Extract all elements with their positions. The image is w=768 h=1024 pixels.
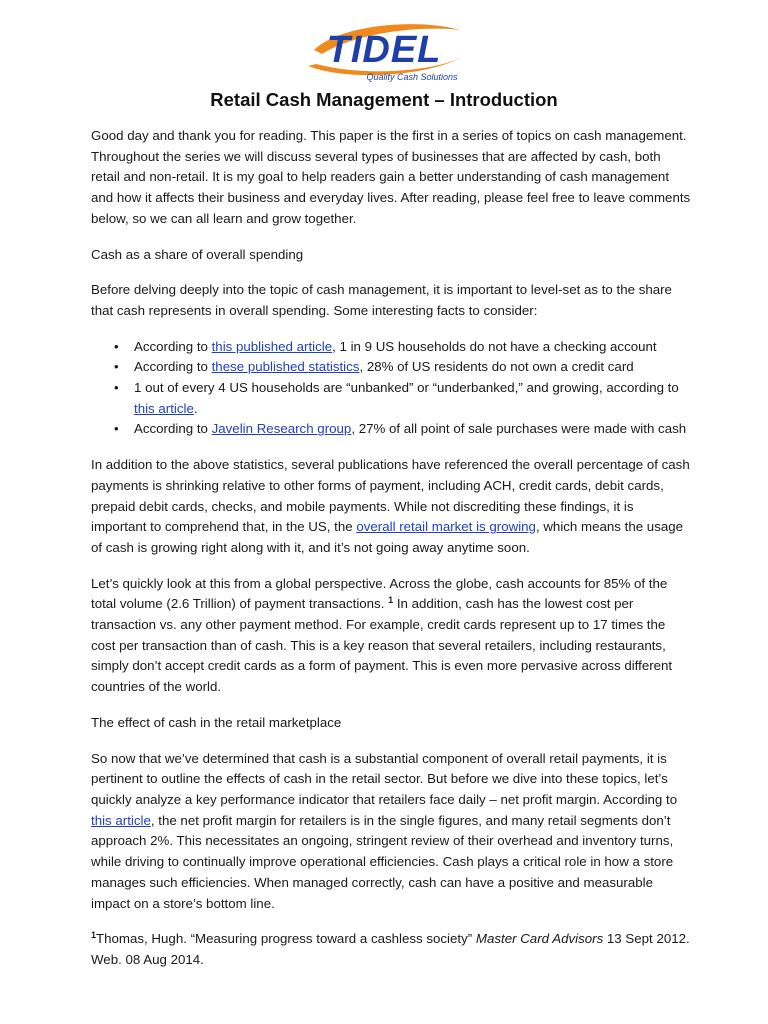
bullet-icon: • bbox=[114, 359, 119, 375]
link-this-article[interactable]: this article bbox=[134, 400, 194, 416]
link-published-article[interactable]: this published article bbox=[211, 338, 333, 354]
footnote-marker: 1 bbox=[388, 595, 394, 606]
footnote-source: Master Card Advisors bbox=[475, 931, 604, 947]
bullet-icon: • bbox=[114, 338, 119, 354]
list-item: • According to these published statistics, 28% of US residents do not own a credit card bbox=[114, 357, 691, 378]
tidel-logo bbox=[300, 20, 468, 84]
footnote: $^1$Thomas, Hugh. “Measuring progress toward a cashless society” Master Card Advisors 13 Sept 2012. Web. 08 Aug 2014. bbox=[91, 930, 690, 967]
list-item: • According to this published article, 1 in 9 US households do not have a checking account bbox=[114, 337, 691, 358]
intro-paragraph: Good day and thank you for reading. This paper is the first in a series of topics on cash management. Throughout the series we will discuss several types of businesses that are affected by cash, both retail and non-retail. It is my goal to help readers gain a better understanding of cash management and how it affects their business and everyday lives. After reading, please feel free to leave comments below, so we can all learn and grow together. bbox=[91, 128, 691, 226]
section-heading-retail-effect: The effect of cash in the retail marketplace bbox=[91, 714, 342, 730]
section1-lead: Before delving deeply into the topic of cash management, it is important to level-set as to the share that cash represents in overall spending. Some interesting facts to consider: bbox=[91, 282, 672, 318]
bullet-icon: • bbox=[114, 380, 119, 396]
article-body bbox=[91, 126, 691, 986]
page-title: Retail Cash Management – Introduction bbox=[210, 89, 558, 110]
global-perspective-paragraph: Let’s quickly look at this from a global perspective. Across the globe, cash accounts for 85% of the total volume (2.6 Trillion) of payment transactions. $^1$ In addition, cash has the lowest cost per transaction vs. any other payment method. For example, credit cards represent up to 17 times the cost per transaction than of cash. This is a key reason that several retailers, including restaurants, simply don’t accept credit cards as a form of payment. This is even more pervasive across different countries of the world. bbox=[91, 575, 673, 695]
list-item: • According to Javelin Research group, 27% of all point of sale purchases were made with cash bbox=[114, 419, 691, 440]
logo-brand-text: TIDEL bbox=[326, 29, 442, 71]
bullet-icon: • bbox=[114, 421, 119, 437]
link-published-statistics[interactable]: these published statistics bbox=[211, 359, 360, 375]
footnote-number: 1 bbox=[91, 930, 97, 941]
link-profit-margin-article[interactable]: this article bbox=[91, 812, 151, 828]
link-javelin-research[interactable]: Javelin Research group bbox=[211, 421, 352, 437]
retail-effect-paragraph: So now that we’ve determined that cash is a substantial component of overall retail payments, it is pertinent to outline the effects of cash in the retail sector. But before we dive into these topics, let’s quickly analyze a key performance indicator that retailers face daily – net profit margin. According to this article, the net profit margin for retailers is in the single figures, and many retail segments don’t approach 2%. This necessitates an ongoing, stringent review of their overhead and inventory turns, while driving to continually improve operational efficiencies. Cash plays a critical role in how a store manages such efficiencies. When managed correctly, cash can have a positive and measurable impact on a store’s bottom line. bbox=[91, 750, 678, 911]
facts-list bbox=[91, 337, 691, 441]
list-item: • 1 out of every 4 US households are “unbanked” or “underbanked,” and growing, according to this article. bbox=[114, 380, 679, 416]
link-retail-market-growing[interactable]: overall retail market is growing bbox=[356, 519, 536, 535]
statistics-paragraph: In addition to the above statistics, several publications have referenced the overall percentage of cash payments is shrinking relative to other forms of payment, including ACH, credit cards, debit cards, prepaid debit cards, checks, and mobile payments. While not discrediting these findings, it is important to comprehend that, in the US, the overall retail market is growing, which means the usage of cash is growing right along with it, and it’s not going away anytime soon. bbox=[91, 457, 690, 555]
section-heading-cash-share: Cash as a share of overall spending bbox=[91, 246, 304, 262]
logo-tagline: Quality Cash Solutions bbox=[366, 72, 458, 82]
